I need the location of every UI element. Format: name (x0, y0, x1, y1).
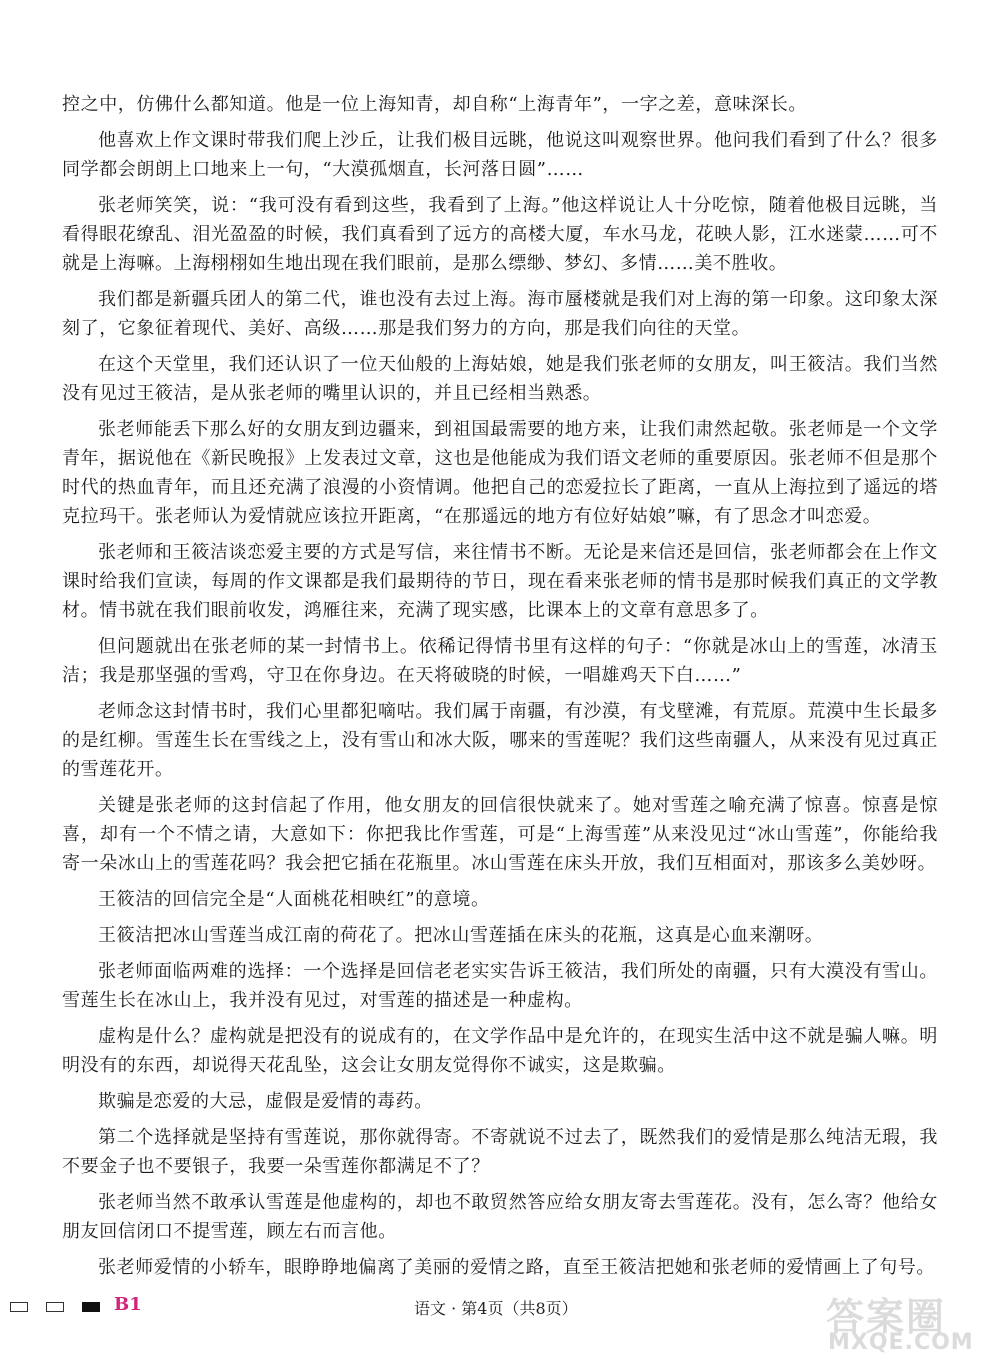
paragraph: 他喜欢上作文课时带我们爬上沙丘，让我们极目远眺，他说这叫观察世界。他问我们看到了什么？很多同学都会朗朗上口地来上一句，“大漠孤烟直，长河落日圆”…… (62, 130, 938, 180)
paragraph: 张老师和王筱洁谈恋爱主要的方式是写信，来往情书不断。无论是来信还是回信，张老师都会在上作文课时给我们宣读，每周的作文课都是我们最期待的节日，现在看来张老师的情书是那时候我们真正的文学教材。情书就在我们眼前收发，鸿雁往来，充满了现实感，比课本上的文章有意思多了。 (62, 542, 938, 621)
paragraph: 张老师笑笑，说：“我可没有看到这些，我看到了上海。”他这样说让人十分吃惊，随着他极目远眺，当看得眼花缭乱、泪光盈盈的时候，我们真看到了远方的高楼大厦，车水马龙，花映人影，江水迷蒙……可不就是上海嘛。上海栩栩如生地出现在我们眼前，是那么缥缈、梦幻、多情……美不胜收。 (62, 195, 938, 274)
paragraph: 我们都是新疆兵团人的第二代，谁也没有去过上海。海市蜃楼就是我们对上海的第一印象。这印象太深刻了，它象征着现代、美好、高级……那是我们努力的方向，那是我们向往的天堂。 (62, 289, 938, 339)
filled-square-icon (82, 1302, 100, 1312)
empty-square-icon (46, 1302, 64, 1312)
page-number: 语文 · 第4页（共8页） (414, 1299, 578, 1318)
paragraph: 控之中，仿佛什么都知道。他是一位上海知青，却自称“上海青年”，一字之差，意味深长。 (62, 94, 807, 115)
paragraph: 欺骗是恋爱的大忌，虚假是爱情的毒药。 (98, 1091, 433, 1112)
paragraph: 老师念这封情书时，我们心里都犯嘀咕。我们属于南疆，有沙漠，有戈壁滩，有荒原。荒漠中生长最多的是红柳。雪莲生长在雪线之上，没有雪山和冰大阪，哪来的雪莲呢？我们这些南疆人，从来没有见过真正的雪莲花开。 (62, 701, 938, 780)
paragraph: 张老师爱情的小轿车，眼睁睁地偏离了美丽的爱情之路，直至王筱洁把她和张老师的爱情画上了句号。 (98, 1257, 935, 1278)
paragraph: 但问题就出在张老师的某一封情书上。依稀记得情书里有这样的句子：“你就是冰山上的雪莲，冰清玉洁；我是那坚强的雪鸡，守卫在你身边。在天将破晓的时候，一唱雄鸡天下白……” (62, 636, 938, 686)
paragraph: 第二个选择就是坚持有雪莲说，那你就得寄。不寄就说不过去了，既然我们的爱情是那么纯洁无瑕，我不要金子也不要银子，我要一朵雪莲你都满足不了？ (62, 1127, 938, 1177)
paragraph: 在这个天堂里，我们还认识了一位天仙般的上海姑娘，她是我们张老师的女朋友，叫王筱洁。我们当然没有见过王筱洁，是从张老师的嘴里认识的，并且已经相当熟悉。 (62, 354, 938, 404)
paragraph: 虚构是什么？虚构就是把没有的说成有的，在文学作品中是允许的，在现实生活中这不就是骗人嘛。明明没有的东西，却说得天花乱坠，这会让女朋友觉得你不诚实，这是欺骗。 (62, 1026, 938, 1076)
paragraph: 张老师当然不敢承认雪莲是他虚构的，却也不敢贸然答应给女朋友寄去雪莲花。没有，怎么寄？他给女朋友回信闭口不提雪莲，顾左右而言他。 (62, 1192, 938, 1242)
paragraph: 王筱洁的回信完全是“人面桃花相映红”的意境。 (98, 889, 490, 910)
watermark-url: MXQE.COM (828, 1330, 974, 1355)
article-body (62, 90, 938, 1289)
watermark-logo (818, 1286, 986, 1360)
watermark-text: 答案圈 (826, 1294, 947, 1339)
paragraph: 张老师面临两难的选择：一个选择是回信老老实实告诉王筱洁，我们所处的南疆，只有大漠没有雪山。雪莲生长在冰山上，我并没有见过，对雪莲的描述是一种虚构。 (62, 961, 938, 1011)
empty-square-icon (10, 1302, 28, 1312)
paragraph: 关键是张老师的这封信起了作用，他女朋友的回信很快就来了。她对雪莲之喻充满了惊喜。惊喜是惊喜，却有一个不情之请，大意如下：你把我比作雪莲，可是“上海雪莲”从来没见过“冰山雪莲”，你能给我寄一朵冰山上的雪莲花吗？我会把它插在花瓶里。冰山雪莲在床头开放，我们互相面对，那该多么美妙呀。 (62, 795, 938, 874)
paragraph: 王筱洁把冰山雪莲当成江南的荷花了。把冰山雪莲插在床头的花瓶，这真是心血来潮呀。 (98, 925, 824, 946)
paragraph: 张老师能丢下那么好的女朋友到边疆来，到祖国最需要的地方来，让我们肃然起敬。张老师是一个文学青年，据说他在《新民晚报》上发表过文章，这也是他能成为我们语文老师的重要原因。张老师不但是那个时代的热血青年，而且还充满了浪漫的小资情调。他把自己的恋爱拉长了距离，一直从上海拉到了遥远的塔克拉玛干。张老师认为爱情就应该拉开距离，“在那遥远的地方有位好姑娘”嘛，有了思念才叫恋爱。 (62, 419, 938, 527)
section-mark: B1 (114, 1294, 142, 1315)
